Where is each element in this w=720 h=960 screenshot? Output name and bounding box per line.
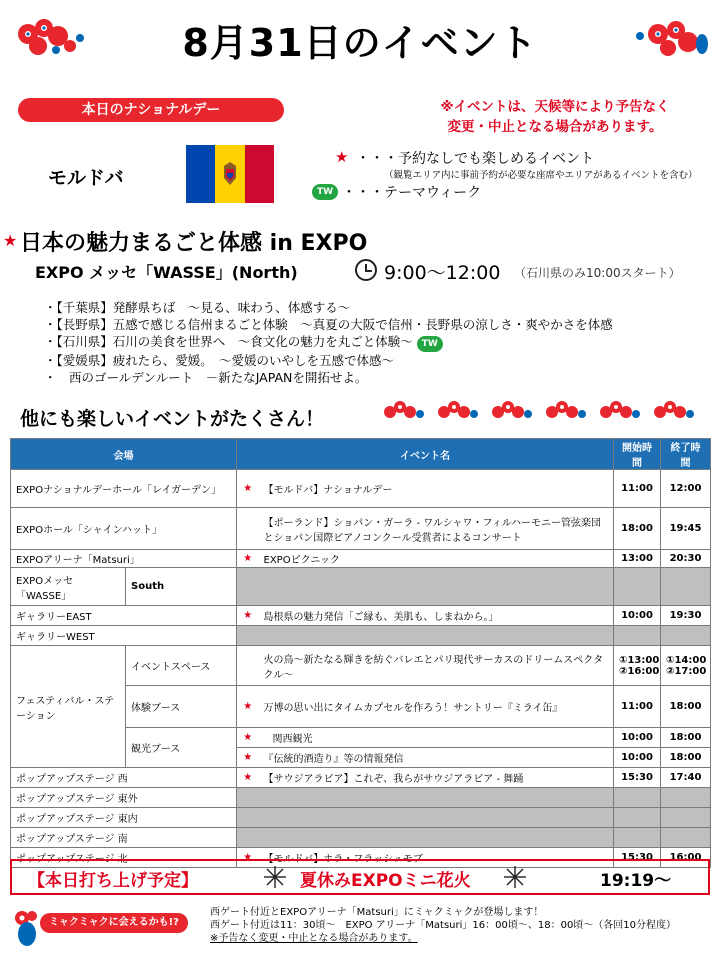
- event-cell: 火の鳥～新たなる輝きを紡ぐバレエとパリ現代サーカスのドリームスペクタクル～: [259, 646, 614, 686]
- header-start: 開始時間: [614, 439, 661, 470]
- venue-subarea: South: [126, 568, 237, 606]
- start-time: ②16:00: [619, 665, 660, 677]
- end-time: 12:00: [661, 470, 711, 508]
- table-row: [11, 626, 711, 646]
- venue-cell: EXPOメッセ「WASSE」: [11, 568, 126, 606]
- event-cell: 関西観光: [259, 728, 614, 748]
- start-time: 11:00: [614, 470, 661, 508]
- flag-stripe-yellow: [215, 145, 244, 203]
- header-venue: 会場: [11, 439, 237, 470]
- fireworks-time: 19:19～: [600, 871, 672, 891]
- table-row: [11, 788, 711, 808]
- fireworks-label: 【本日打ち上げ予定】: [28, 871, 198, 891]
- end-time: 17:40: [661, 768, 711, 788]
- myaku-line-2: 西ゲート付近は11：30頃～ EXPO アリーナ「Matsuri」16：00頃～、18：00頃～（各回10分程度）: [210, 920, 677, 931]
- myaku-line-3: ※予告なく変更・中止となる場合があります。: [210, 933, 418, 944]
- table-row: [11, 550, 711, 568]
- event-cell: 万博の思い出にタイムカプセルを作ろう！サントリー『ミライ缶』: [259, 686, 614, 728]
- table-row: [11, 828, 711, 848]
- list-item: ・【千葉県】発酵県ちば ～見る、味わう、体感する～: [44, 300, 351, 315]
- mascot-icon: [436, 398, 480, 424]
- event-cell: 【サウジアラビア】これぞ、我らがサウジアラビア - 舞踊: [259, 768, 614, 788]
- legend-no-reservation-note: （観覧エリア内に事前予約が必要な座席やエリアがあるイベントを含む）: [384, 170, 698, 181]
- venue-subarea: 観光ブース: [126, 728, 237, 768]
- header-end: 終了時間: [661, 439, 711, 470]
- venue-cell: ポップアップステージ 西: [11, 768, 237, 788]
- end-time: 19:30: [661, 606, 711, 626]
- flag-stripe-red: [245, 145, 274, 203]
- venue-subarea: イベントスペース: [126, 646, 237, 686]
- venue-cell: ギャラリーEAST: [11, 606, 237, 626]
- feature-time-note: （石川県のみ10:00スタート）: [514, 266, 681, 280]
- feature-list: [44, 299, 714, 386]
- myaku-myaku-icon: [10, 908, 44, 948]
- event-cell: 【モルドバ】ナショナルデー: [259, 470, 614, 508]
- table-row: [11, 808, 711, 828]
- event-cell: 【モルドバ】ホラ・フラッシュモブ: [259, 848, 614, 868]
- table-row: [11, 768, 711, 788]
- end-time: 18:00: [661, 728, 711, 748]
- feature-title: 日本の魅力まるごと体感 in EXPO: [20, 231, 368, 256]
- star-icon: ★: [237, 848, 259, 868]
- table-row: [11, 568, 711, 606]
- venue-subarea: 体験ブース: [126, 686, 237, 728]
- mascot-icon: [544, 398, 588, 424]
- venue-cell: ポップアップステージ 南: [11, 828, 237, 848]
- star-icon: ★: [237, 728, 259, 748]
- star-icon: ★: [237, 606, 259, 626]
- venue-cell: EXPOホール「シャインハット」: [11, 508, 237, 550]
- end-time: 16:00: [661, 848, 711, 868]
- mascot-row: [382, 398, 696, 424]
- feature-venue: EXPO メッセ「WASSE」(North): [35, 263, 298, 282]
- legend-theme-week: ・・・テーマウィーク: [342, 185, 482, 201]
- theme-week-badge: TW: [417, 336, 443, 352]
- coat-of-arms-icon: [220, 160, 240, 188]
- mascot-icon: [652, 398, 696, 424]
- national-day-badge: 本日のナショナルデー: [18, 98, 284, 122]
- notice-line-1: ※イベントは、天候等により予告なく: [440, 99, 670, 115]
- venue-cell: ポップアップステージ 北: [11, 848, 237, 868]
- event-cell: 【ポーランド】ショパン・ガーラ - ワルシャワ・フィルハーモニー管弦楽団とショパン国際ピアノコンクール受賞者によるコンサート: [259, 508, 614, 550]
- start-time: 13:00: [614, 550, 661, 568]
- other-events-title: 他にも楽しいイベントがたくさん！: [20, 408, 325, 430]
- table-header-row: [11, 439, 711, 470]
- venue-cell: フェスティバル・ステーション: [11, 646, 126, 768]
- myaku-line-1: 西ゲート付近とEXPOアリーナ「Matsuri」にミャクミャクが登場します！: [210, 907, 544, 918]
- end-time: ①14:00: [666, 654, 707, 666]
- legend-no-reservation: ・・・予約なしでも楽しめるイベント: [356, 151, 594, 167]
- event-cell: 島根県の魅力発信「ご縁も、美肌も、しまねから。」: [259, 606, 614, 626]
- fireworks-title: 夏休みEXPOミニ花火: [300, 871, 471, 891]
- page-title: 8月31日のイベント: [182, 21, 538, 65]
- start-time: 18:00: [614, 508, 661, 550]
- end-time: 20:30: [661, 550, 711, 568]
- header-event: イベント名: [237, 439, 614, 470]
- start-time: 10:00: [614, 748, 661, 768]
- fireworks-icon: [262, 864, 288, 890]
- venue-cell: EXPOナショナルデーホール「レイガーデン」: [11, 470, 237, 508]
- star-icon: ★: [237, 768, 259, 788]
- list-item: ・【愛媛県】疲れたら、愛媛。 ～愛媛のいやしを五感で体感～: [44, 353, 395, 368]
- list-item: ・ 西のゴールデンルート －新たなJAPANを開拓せよ。: [44, 370, 368, 385]
- feature-star-icon: ★: [3, 231, 18, 250]
- event-schedule-table: [10, 438, 711, 868]
- mascot-icon: [490, 398, 534, 424]
- start-time: ①13:00: [619, 654, 660, 666]
- venue-cell: EXPOアリーナ「Matsuri」: [11, 550, 237, 568]
- feature-time: 9:00～12:00: [384, 262, 501, 284]
- start-time: 10:00: [614, 728, 661, 748]
- cancellation-notice: [400, 97, 710, 137]
- venue-cell: ポップアップステージ 東内: [11, 808, 237, 828]
- table-row: [11, 508, 711, 550]
- star-icon: ★: [237, 550, 259, 568]
- list-item: ・【石川県】石川の美食を世界へ ～食文化の魅力を丸ごと体験～ TW: [44, 333, 714, 352]
- start-time: 15:30: [614, 768, 661, 788]
- table-row: [11, 606, 711, 626]
- venue-cell: ギャラリーWEST: [11, 626, 237, 646]
- end-time: ②17:00: [666, 665, 707, 677]
- notice-line-2: 変更・中止となる場合があります。: [447, 119, 663, 135]
- star-icon: ★: [237, 686, 259, 728]
- national-day-country: モルドバ: [48, 167, 124, 189]
- fireworks-icon: [502, 864, 528, 890]
- end-time: 19:45: [661, 508, 711, 550]
- mascot-icon: [382, 398, 426, 424]
- event-cell: 『伝統的酒造り』等の情報発信: [259, 748, 614, 768]
- mascot-icon: [598, 398, 642, 424]
- venue-cell: ポップアップステージ 東外: [11, 788, 237, 808]
- event-cell: EXPOピクニック: [259, 550, 614, 568]
- theme-week-badge: TW: [312, 184, 338, 200]
- end-time: 18:00: [661, 748, 711, 768]
- moldova-flag-icon: [186, 145, 274, 203]
- myaku-info: [210, 906, 676, 945]
- start-time: 11:00: [614, 686, 661, 728]
- table-row: [11, 470, 711, 508]
- myaku-badge: ミャクミャクに会えるかも!?: [40, 913, 188, 933]
- start-time: 15:30: [614, 848, 661, 868]
- list-item: ・【長野県】五感で感じる信州まるごと体験 ～真夏の大阪で信州・長野県の涼しさ・爽やかさを体感: [44, 317, 613, 332]
- flag-stripe-blue: [186, 145, 215, 203]
- table-row: [11, 646, 711, 686]
- start-time: 10:00: [614, 606, 661, 626]
- legend-star-icon: ★: [335, 148, 349, 166]
- end-time: 18:00: [661, 686, 711, 728]
- star-icon: ★: [237, 470, 259, 508]
- clock-icon: [355, 259, 377, 281]
- star-icon: ★: [237, 748, 259, 768]
